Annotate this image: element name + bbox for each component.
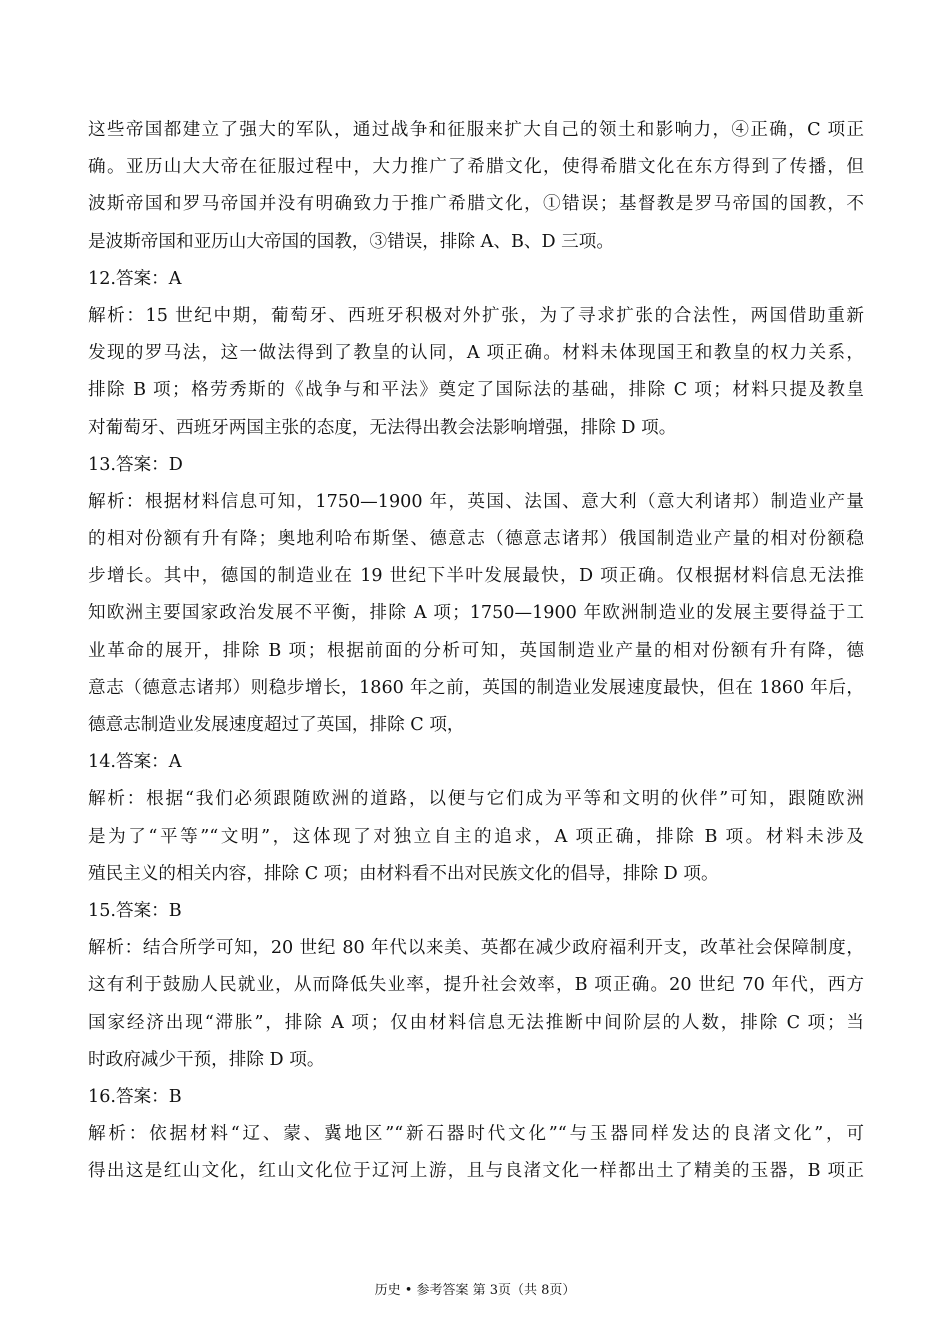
text-line: 发现的罗马法，这一做法得到了教皇的认同，A 项正确。材料未体现国王和教皇的权力关系， [88,343,864,364]
text-line: 是为了“平等”“文明”，这体现了对独立自主的追求，A 项正确，排除 B 项。材料未涉及 [88,826,864,847]
text-line: 时政府减少干预，排除 D 项。 [88,1049,325,1070]
text-line: 的相对份额有升有降；奥地利哈布斯堡、德意志（德意志诸邦）俄国制造业产量的相对份额稳 [88,529,864,550]
text-line: 解析：根据材料信息可知，1750—1900 年，英国、法国、意大利（意大利诸邦）制造业产量 [88,491,864,512]
answer-heading-14: 14.答案：A [88,752,182,773]
answer-heading-13: 13.答案：D [88,454,183,475]
text-line: 解析：结合所学可知，20 世纪 80 年代以来美、英都在减少政府福利开支，改革社会保障制度， [88,938,864,959]
text-line: 德意志制造业发展速度超过了英国，排除 C 项， [88,715,465,735]
text-line: 排除 B 项；格劳秀斯的《战争与和平法》奠定了国际法的基础，排除 C 项；材料只提及教皇 [88,380,864,401]
text-line: 解析：依据材料“辽、蒙、冀地区”“新石器时代文化”“与玉器同样发达的良渚文化”，可 [88,1124,864,1145]
text-line: 意志（德意志诸邦）则稳步增长，1860 年之前，英国的制造业发展速度最快，但在 1860 年后， [88,677,864,698]
text-line: 殖民主义的相关内容，排除 C 项；由材料看不出对民族文化的倡导，排除 D 项。 [88,863,719,884]
text-line: 确。亚历山大大帝在征服过程中，大力推广了希腊文化，使得希腊文化在东方得到了传播，但 [88,157,864,178]
text-line: 业革命的展开，排除 B 项；根据前面的分析可知，英国制造业产量的相对份额有升有降，德 [88,640,864,661]
text-line: 得出这是红山文化，红山文化位于辽河上游，且与良渚文化一样都出土了精美的玉器，B 项正 [88,1161,864,1182]
text-line: 步增长。其中，德国的制造业在 19 世纪下半叶发展最快，D 项正确。仅根据材料信息无法推 [88,566,864,587]
answer-heading-12: 12.答案：A [88,268,182,289]
answer-heading-15: 15.答案：B [88,900,182,921]
text-line: 对葡萄牙、西班牙两国主张的态度，无法得出教会法影响增强，排除 D 项。 [88,417,677,438]
text-line: 国家经济出现“滞胀”，排除 A 项；仅由材料信息无法推断中间阶层的人数，排除 C 项；当 [88,1012,864,1033]
text-line: 知欧洲主要国家政治发展不平衡，排除 A 项；1750—1900 年欧洲制造业的发展主要得益于工 [88,603,864,624]
text-line: 这有利于鼓励人民就业，从而降低失业率，提升社会效率，B 项正确。20 世纪 70 年代，西方 [88,975,864,996]
text-line: 这些帝国都建立了强大的军队，通过战争和征服来扩大自己的领土和影响力，④正确，C 项正 [88,120,864,140]
page-footer: 历史 • 参考答案 第 3页（共 8页） [374,1283,576,1298]
answer-heading-16: 16.答案：B [88,1086,182,1107]
text-line: 是波斯帝国和亚历山大帝国的国教，③错误，排除 A、B、D 三项。 [88,231,614,252]
answer-text-body [88,112,864,1190]
text-line: 解析：根据“我们必须跟随欧洲的道路，以便与它们成为平等和文明的伙伴”可知，跟随欧洲 [88,789,864,810]
text-line: 波斯帝国和罗马帝国并没有明确致力于推广希腊文化，①错误；基督教是罗马帝国的国教，不 [88,194,864,215]
text-line: 解析：15 世纪中期，葡萄牙、西班牙积极对外扩张，为了寻求扩张的合法性，两国借助重新 [88,305,864,326]
